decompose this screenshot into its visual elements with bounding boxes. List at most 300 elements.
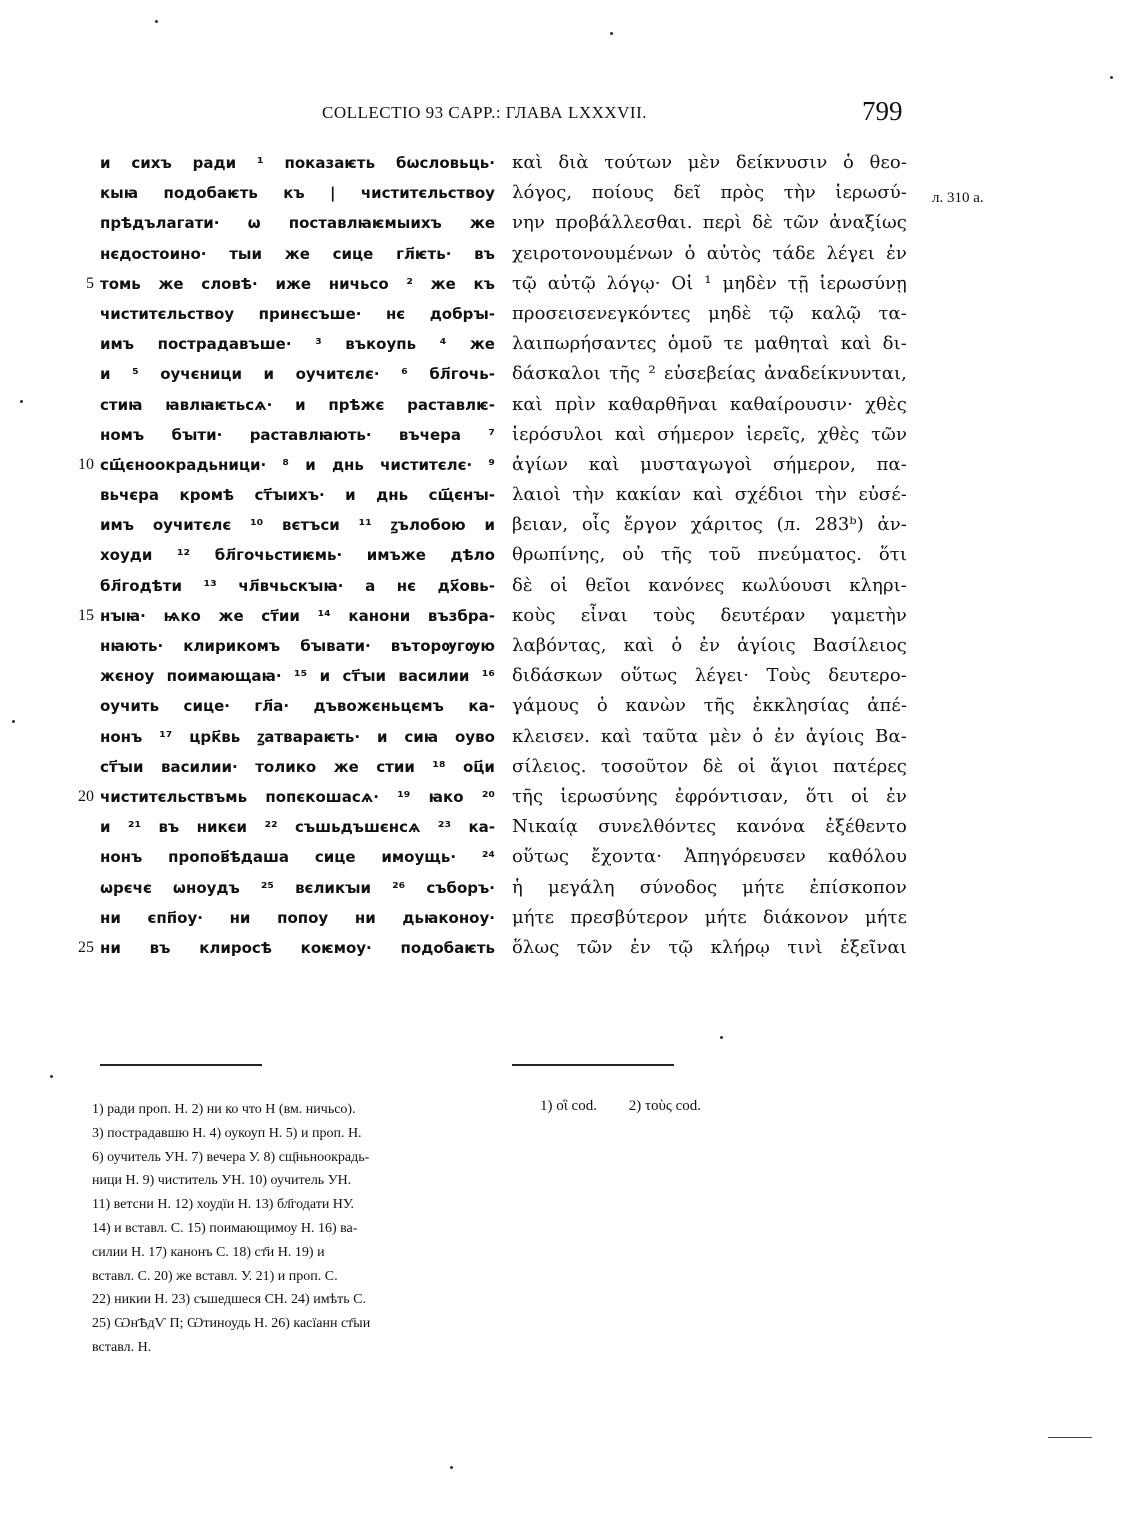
word: оучитєлє· (295, 365, 380, 384)
greek-text-column (512, 148, 907, 963)
footnote-line: вставл. Н. (92, 1339, 152, 1355)
word: κωλύουσι (741, 574, 832, 596)
word: и (100, 818, 111, 837)
word: же (158, 274, 184, 293)
word: αὐτὸς (706, 242, 762, 264)
word: τινὶ (787, 936, 823, 958)
word: оуво (455, 727, 495, 746)
word: δὲ (702, 755, 724, 777)
word: оучить (100, 697, 160, 716)
word: имъ (100, 516, 135, 535)
word: ²⁴ (481, 848, 495, 867)
word: προσεισενεγκόντες (512, 302, 691, 324)
word: ¹³ (203, 576, 217, 595)
word: сице (314, 848, 356, 867)
word: къ (473, 274, 495, 293)
word: ¹ (257, 154, 264, 172)
word: τὴν (572, 484, 605, 506)
word: ἐν (886, 242, 907, 264)
word: λόγῳ· (606, 272, 661, 294)
footnote-line: ници Н. 9) чиститель УН. 10) оучитель УН. (92, 1173, 352, 1189)
text-line (512, 540, 907, 570)
word: ² (406, 274, 413, 293)
word: Ἀπηγόρευσεν (684, 846, 806, 868)
word: ²⁶ (392, 878, 406, 897)
word: ² (648, 363, 656, 385)
word: λέγει (826, 242, 875, 264)
word: ἐν (774, 725, 795, 747)
footnotes-slavonic (92, 1098, 492, 1360)
word: и (484, 516, 495, 535)
word: номъ (100, 425, 145, 444)
word: ѡ (247, 214, 261, 233)
word: μαθηταὶ (754, 333, 830, 355)
text-line (512, 510, 907, 540)
scan-speck (720, 1036, 723, 1039)
line-number: 20 (78, 788, 94, 805)
word: | (330, 184, 336, 203)
word: ка- (468, 697, 495, 716)
footnote-line: вставл. С. 20) же вставл. У. 21) и проп. С. (92, 1268, 338, 1284)
word: ὅλως (512, 936, 560, 958)
word: συνελθόντες (598, 816, 717, 838)
word: οὐ (622, 544, 645, 566)
word: възбра- (427, 606, 495, 625)
word: єпп҃оу· (147, 908, 203, 927)
word: οὕτως (512, 846, 569, 868)
word: ὁμοῦ (667, 333, 713, 355)
word: καλῷ (811, 302, 862, 324)
word: κανὼν (625, 695, 686, 717)
word: χειροτονουμένων (512, 242, 674, 264)
text-line (512, 842, 907, 872)
word: ταῦτα (642, 725, 699, 747)
word: вьчєра (100, 486, 160, 505)
word: αὐτῷ (547, 272, 596, 294)
word: съшьдъшєнсѧ (294, 818, 421, 837)
word: ἀναδείκνυνται, (764, 363, 907, 385)
word: пострадавъше· (157, 335, 292, 354)
text-line (512, 148, 907, 178)
word: ἀπέ- (867, 695, 907, 717)
word: διάκονον (762, 906, 849, 928)
word: Βασίλειος (812, 635, 907, 656)
word: ⁷ (488, 425, 495, 444)
text-line (100, 299, 495, 329)
word: Οἱ (671, 272, 694, 294)
word: тыи (229, 244, 262, 263)
footnote-line: 14) и вставл. С. 15) поимающимоу Н. 16) ва- (92, 1220, 358, 1236)
word: ²¹ (127, 818, 142, 837)
footnote-line: 6) оучитель УН. 7) вечера У. 8) сщ҃ньноокрадь- (92, 1149, 370, 1165)
word: λαβόντας, (512, 635, 607, 656)
word: ст҃ии (261, 606, 300, 625)
word: ὁ (671, 635, 683, 656)
word: κλεισεν. (512, 725, 591, 747)
word: κληρι- (849, 574, 907, 596)
word: γάμους (512, 695, 580, 717)
word: τῷ (668, 936, 694, 958)
word: ἱερωσύ- (835, 182, 907, 204)
word: въчера (398, 425, 462, 444)
word: ²² (264, 818, 278, 837)
word: же (469, 214, 495, 233)
word: раставлѥ- (407, 395, 495, 414)
word: подобаѥть (163, 184, 258, 203)
word: τοσοῦτον (600, 755, 689, 777)
text-line (100, 148, 495, 178)
word: τα- (878, 302, 907, 324)
word: ¹⁵ (294, 667, 308, 686)
word: ꙁълобою (390, 516, 466, 535)
word: τοῦ (708, 544, 741, 566)
word: ѡрєчє (100, 878, 152, 897)
word: μεγάλη (547, 876, 615, 898)
word: τῶν (783, 212, 820, 234)
word: и (263, 365, 275, 384)
word: бꙑти· (171, 425, 223, 444)
word: κανόνες (648, 574, 725, 596)
word: ради (192, 154, 237, 172)
word: δευτερο- (828, 665, 907, 687)
word: гл҃ѥть· (396, 244, 452, 263)
text-line (512, 208, 907, 238)
text-line (100, 661, 495, 691)
word: Νικαίᾳ (512, 816, 579, 838)
word: μήτε (512, 906, 555, 928)
word: θεῖοι (585, 574, 631, 596)
word: дѣло (450, 546, 495, 565)
word: τῇ (787, 272, 809, 294)
word: ст҃ꙑи (100, 757, 144, 776)
text-line (100, 571, 495, 601)
word: гл҃а· (254, 697, 290, 716)
word: λόγος, (512, 182, 573, 204)
word: κοὺς (512, 604, 556, 626)
text-line (100, 178, 495, 208)
word: вєтъси (282, 516, 340, 535)
word: ꙗвлꙗѥтьсѧ· (165, 395, 273, 414)
footnote-line: 11) ветсни Н. 12) хоудїи Н. 13) бл҃годати НУ. (92, 1197, 355, 1213)
word: ἡ (512, 876, 523, 898)
word: οἱ (549, 574, 569, 596)
word: ὁ (843, 152, 854, 173)
word: прѣжє (328, 395, 385, 414)
word: περὶ (702, 212, 742, 234)
word: πρὶν (554, 393, 596, 415)
word: бл҃гочь- (429, 365, 495, 384)
text-line (512, 359, 907, 389)
scan-speck (155, 20, 158, 23)
word: χάριτος (690, 514, 763, 536)
word: нє (396, 576, 417, 595)
footnote-line: силии Н. 17) канонъ С. 18) ст҃и Н. 19) и (92, 1244, 325, 1260)
word: εὐσέ- (858, 484, 907, 506)
word: нꙑꙗ· (100, 606, 146, 625)
word: кыꙗ (100, 184, 139, 203)
word: πρεσβύτερον (570, 906, 689, 928)
word: принєсъше· (258, 304, 362, 323)
text-line (100, 601, 495, 631)
word: καὶ (512, 393, 543, 415)
word: ¹⁰ (250, 516, 264, 535)
word: дьꙗконоу· (402, 908, 495, 927)
word: ἀναξίως (829, 212, 907, 234)
word: же (430, 274, 456, 293)
slavonic-text-column (100, 148, 495, 963)
scan-speck (610, 32, 613, 35)
text-line (100, 510, 495, 540)
word: μηδὲ (708, 302, 752, 324)
word: τῆς (703, 695, 735, 717)
text-line (100, 540, 495, 570)
word: ни (100, 908, 121, 927)
word: χθὲς (817, 423, 860, 445)
scan-speck (12, 720, 15, 723)
running-header: COLLECTIO 93 CAPP.: ГЛАВА LXXXVII. (322, 103, 648, 122)
word: ни (354, 908, 376, 927)
word: καὶ (614, 423, 646, 445)
word: ἁγίων (512, 453, 569, 475)
word: δι- (882, 333, 907, 355)
text-line (512, 450, 907, 480)
word: ³ (315, 335, 322, 354)
word: σχέδιοι (734, 484, 804, 506)
text-line (100, 812, 495, 842)
word: нонъ (100, 848, 143, 867)
word: ἅγιοι (770, 755, 819, 777)
word: τὴν (815, 484, 848, 506)
word: добрꙑ- (429, 304, 495, 323)
word: προβάλλεσθαι. (555, 212, 693, 234)
word: θεο- (869, 152, 907, 173)
text-line (512, 299, 907, 329)
word: чиститєлє· (380, 455, 473, 474)
word: ²³ (437, 818, 452, 837)
word: толико (255, 757, 317, 776)
word: клиросѣ (199, 938, 272, 957)
word: ¹⁷ (159, 727, 173, 746)
text-line (100, 631, 495, 661)
text-line (512, 873, 907, 903)
word: чиститєльствъмь (100, 787, 248, 806)
text-line (100, 239, 495, 269)
word: ¹¹ (358, 516, 372, 535)
word: ὅτι (805, 785, 834, 807)
word: оц҃и (463, 757, 495, 776)
word: въторѹгѹю (390, 637, 495, 655)
word: дх҃овь- (437, 576, 495, 595)
word: сиꙗ (404, 727, 439, 746)
text-line (100, 450, 495, 480)
word: ка- (468, 818, 495, 837)
word: имъ (100, 335, 135, 354)
text-line (100, 933, 495, 963)
word: τῶν (576, 936, 613, 958)
word: ἐξέθεντο (825, 816, 907, 838)
word: πρὸς (720, 182, 765, 204)
word: и (376, 727, 388, 746)
word: κακίαν (615, 484, 682, 506)
word: и (319, 667, 331, 686)
footnote-item: 1) οἳ cod. (540, 1098, 597, 1114)
word: γαμετὴν (830, 604, 907, 626)
word: нє (385, 304, 406, 323)
word: сице· (183, 697, 230, 716)
word: ни (100, 938, 121, 957)
word: καθαίρουσιν· (729, 393, 853, 415)
footnote-line: 22) никии Н. 23) съшедшеся СН. 24) имѣть С. (92, 1292, 366, 1308)
word: οἱ (850, 785, 870, 807)
word: ничьсо (328, 274, 389, 293)
word: словѣ· (201, 274, 258, 293)
word: имоущь· (381, 848, 457, 867)
word: ст҃ꙑихъ· (254, 486, 325, 505)
word: τε (723, 333, 744, 355)
word: μυσταγωγοὶ (640, 453, 753, 475)
word: Βα- (875, 725, 907, 747)
footnote-rule-right (512, 1064, 674, 1066)
scan-mark (1048, 1437, 1092, 1438)
word: стиꙗ (100, 395, 143, 414)
word: ἐν (699, 635, 721, 656)
word: же (469, 335, 495, 354)
word: раставлꙗють· (249, 425, 372, 444)
text-line (100, 269, 495, 299)
word: чл҃вчьскꙑꙗ· (238, 576, 344, 595)
word: томь (100, 274, 141, 293)
word: ἀν- (877, 514, 907, 536)
word: бѡсловьць· (395, 154, 495, 172)
word: чиститєльствоу (100, 304, 235, 323)
word: же (218, 606, 244, 625)
text-line (512, 239, 907, 269)
word: ἔχοντα· (591, 846, 663, 868)
text-line (512, 722, 907, 752)
word: σίλειος. (512, 755, 587, 777)
word: коѥмоу· (300, 938, 372, 957)
word: оучєници (160, 365, 242, 384)
word: Τοὺς (766, 665, 811, 687)
word: поимающаꙗ· (166, 667, 282, 686)
word: жєноу (100, 667, 155, 686)
scan-speck (20, 400, 23, 403)
word: ¹⁹ (397, 787, 411, 806)
line-number: 25 (78, 939, 94, 956)
word: нєдостоино· (100, 244, 207, 263)
word: въ (474, 244, 495, 263)
word: дъвожєньцємъ (313, 697, 444, 716)
text-line (512, 269, 907, 299)
word: ⁸ (282, 455, 289, 474)
word: εἶναι (580, 604, 628, 626)
word: ἁγίοις (737, 635, 796, 656)
word: σήμερον (657, 423, 735, 445)
text-line (512, 631, 907, 661)
word: въкоупь (345, 335, 417, 354)
word: δευτέραν (720, 604, 806, 626)
word: ὁ (752, 725, 764, 747)
word: μὲν (687, 152, 721, 173)
word: σήμερον, (772, 453, 856, 475)
word: прѣдълагати· (100, 214, 220, 233)
scan-speck (50, 1075, 53, 1078)
text-line (512, 933, 907, 963)
word: ὁ (596, 695, 608, 717)
scan-speck (1110, 76, 1113, 79)
word: попєкошасѧ· (265, 787, 379, 806)
word: показаѥть (284, 154, 376, 172)
text-line (512, 571, 907, 601)
word: πατέρες (832, 755, 907, 777)
word: κανόνα (736, 816, 806, 838)
text-line (100, 903, 495, 933)
footnote-line: 3) пострадавшю Н. 4) оукоуп Н. 5) и проп. Н. (92, 1125, 362, 1141)
word: ἔργον (623, 514, 678, 536)
text-line (100, 782, 495, 812)
text-line (512, 661, 907, 691)
word: οἷς (581, 514, 611, 536)
text-line (100, 359, 495, 389)
word: ἱερεῖς, (746, 423, 806, 445)
text-line (100, 752, 495, 782)
word: а (365, 576, 376, 595)
word: οἱ (737, 755, 756, 777)
word: и (100, 365, 111, 384)
footnote-item: 2) τοὺς cod. (628, 1098, 702, 1114)
word: ¹⁴ (317, 606, 331, 625)
word: τῆς (512, 785, 544, 807)
word: же (333, 757, 359, 776)
footnote-line: 1) ради проп. Н. 2) ни ко что Н (вм. ничьсо). (92, 1102, 356, 1117)
page-number: 799 (862, 96, 903, 126)
word: пропов҃ѣдаша (168, 848, 290, 867)
word: и (100, 154, 111, 172)
word: οὕτως (620, 665, 678, 687)
scan-speck (450, 1466, 453, 1469)
word: бл҃гочьстиѥмь· (214, 546, 343, 565)
word: ὁ (684, 242, 696, 264)
word: ἐξεῖναι (840, 936, 907, 958)
word: попоу (277, 908, 329, 927)
word: ⁶ (401, 365, 408, 384)
word: πνεύματος. (757, 544, 863, 566)
word: τῆς (660, 544, 693, 566)
word: ἱερόσυλοι (512, 423, 604, 445)
word: и (305, 455, 316, 474)
text-line (100, 722, 495, 752)
word: нꙗють· (100, 637, 164, 655)
word: ѩко (163, 606, 201, 625)
line-number: 15 (78, 607, 94, 624)
line-number: 10 (78, 456, 94, 473)
text-line (100, 420, 495, 450)
word: иже (275, 274, 312, 293)
word: днь (331, 455, 364, 474)
text-line (100, 842, 495, 872)
word: оучитєлє (152, 516, 232, 535)
text-line (512, 752, 907, 782)
word: τῷ (768, 302, 794, 324)
word: вєликꙑи (295, 878, 372, 897)
word: καὶ (692, 484, 724, 506)
word: кромѣ (179, 486, 235, 505)
footnote-line: 25) ѠнѢдѴ П; Ѡтиноудь Н. 26) касїанн ст҃ыи (92, 1316, 371, 1332)
line-number: 5 (86, 275, 94, 292)
word: ꙗко (428, 787, 464, 806)
text-line (100, 691, 495, 721)
word: καὶ (623, 635, 655, 656)
